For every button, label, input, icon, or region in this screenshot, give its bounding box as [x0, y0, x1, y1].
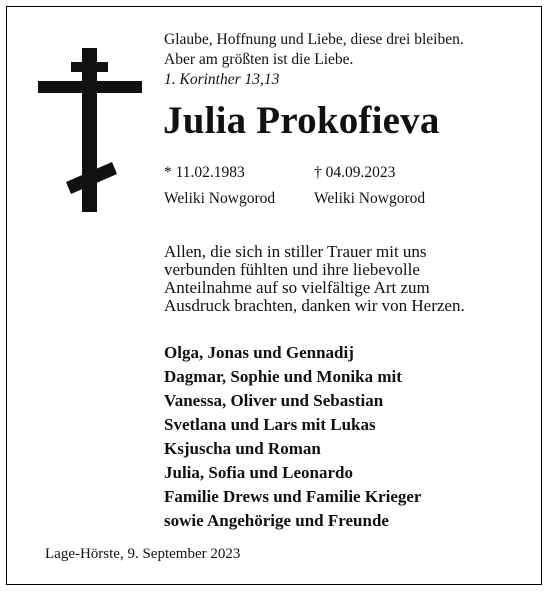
thanks-line: verbunden fühlten und ihre liebevolle: [164, 260, 420, 279]
signer-line: Julia, Sofia und Leonardo: [164, 463, 353, 482]
death-date: † 04.09.2023: [314, 164, 396, 181]
signer-line: Vanessa, Oliver und Sebastian: [164, 391, 384, 410]
quote-line: Aber am größten ist die Liebe.: [164, 51, 354, 68]
quote-line: Glaube, Hoffnung und Liebe, diese drei bleiben.: [164, 31, 464, 48]
quote-reference: 1. Korinther 13,13: [164, 71, 280, 88]
deceased-name: Julia Prokofieva: [163, 99, 440, 142]
thanks-text: [164, 243, 465, 315]
birth-info: [164, 160, 275, 212]
signer-line: Olga, Jonas und Gennadij: [164, 343, 354, 362]
thanks-line: Ausdruck brachten, danken wir von Herzen.: [164, 296, 465, 315]
birth-place: Weliki Nowgorod: [164, 190, 276, 207]
signer-line: Familie Drews und Familie Krieger: [164, 487, 422, 506]
signer-line: Svetlana und Lars mit Lukas: [164, 415, 376, 434]
signers-list: [164, 341, 421, 533]
death-place: Weliki Nowgorod: [314, 190, 426, 207]
bible-quote: [164, 30, 464, 90]
signer-line: sowie Angehörige und Freunde: [164, 511, 389, 530]
signer-line: Dagmar, Sophie und Monika mit: [164, 367, 402, 386]
thanks-line: Anteilnahme auf so vielfältige Art zum: [164, 278, 430, 297]
birth-date: * 11.02.1983: [164, 164, 245, 181]
thanks-line: Allen, die sich in stiller Trauer mit uns: [164, 242, 427, 261]
orthodox-cross-icon: [38, 48, 142, 212]
death-info: [314, 160, 425, 212]
signer-line: Ksjuscha und Roman: [164, 439, 321, 458]
place-and-date: Lage-Hörste, 9. September 2023: [45, 546, 241, 562]
